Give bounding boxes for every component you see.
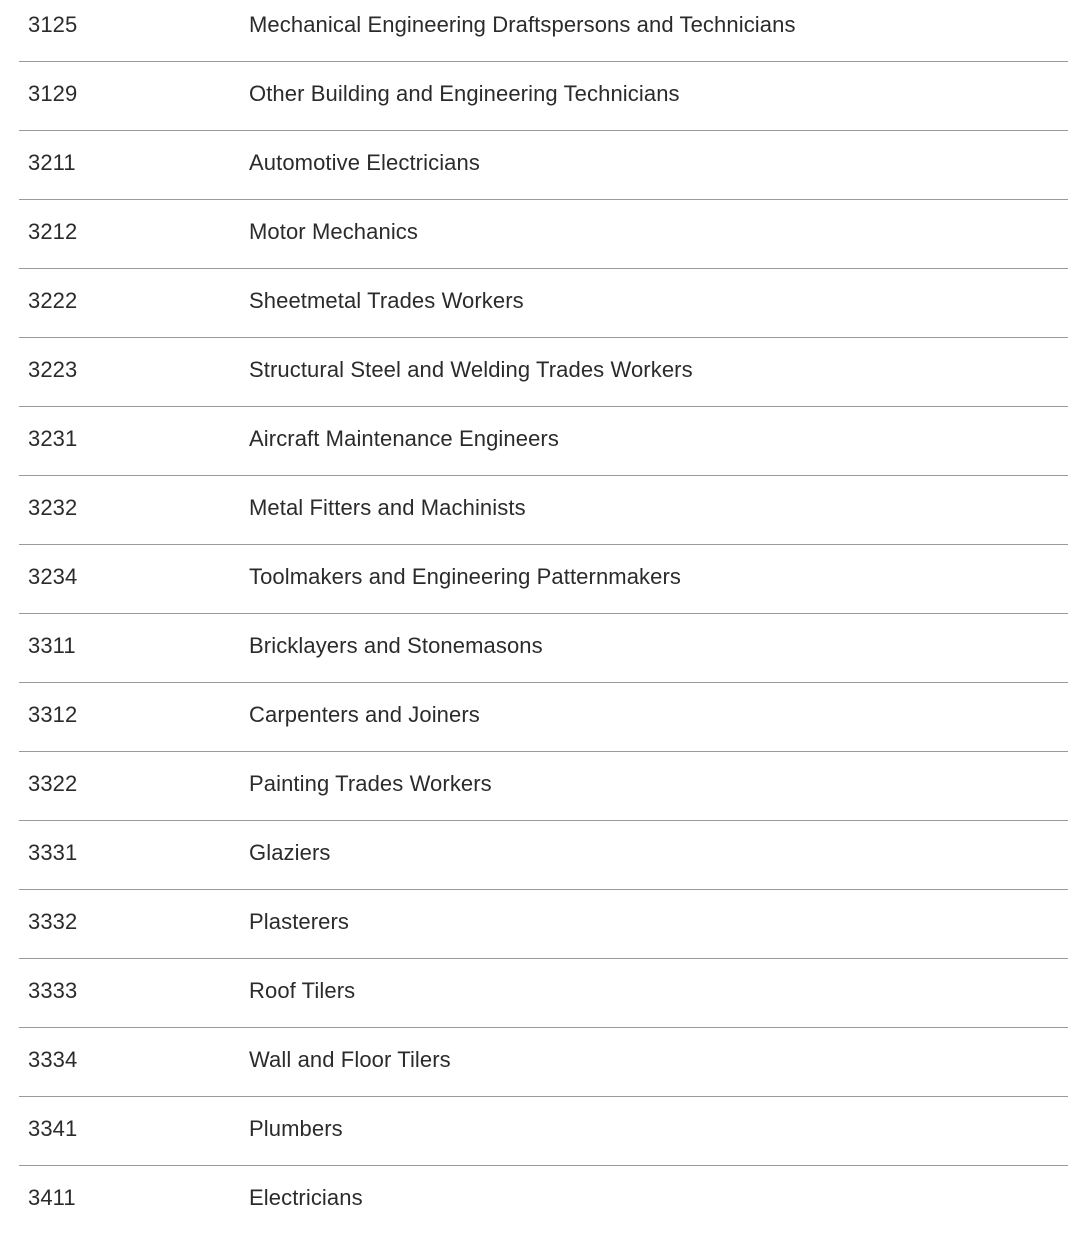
occupation-code-cell — [19, 821, 249, 890]
occupation-title: Glaziers — [249, 821, 1068, 865]
occupation-title-cell — [249, 476, 1068, 545]
occupation-table-body — [19, 0, 1068, 1234]
occupation-code-cell — [19, 959, 249, 1028]
occupation-title-cell — [249, 338, 1068, 407]
occupation-title: Automotive Electricians — [249, 131, 1068, 175]
occupation-title: Aircraft Maintenance Engineers — [249, 407, 1068, 451]
occupation-code-cell — [19, 890, 249, 959]
occupation-title: Toolmakers and Engineering Patternmakers — [249, 545, 1068, 589]
table-row — [19, 1028, 1068, 1097]
occupation-code-cell — [19, 1097, 249, 1166]
occupation-title-cell — [249, 1097, 1068, 1166]
occupation-code: 3341 — [28, 1097, 249, 1141]
occupation-code: 3334 — [28, 1028, 249, 1072]
occupation-code: 3223 — [28, 338, 249, 382]
occupation-title: Structural Steel and Welding Trades Workers — [249, 338, 1068, 382]
table-row — [19, 1166, 1068, 1234]
table-row — [19, 131, 1068, 200]
occupation-title-cell — [249, 0, 1068, 62]
occupation-code-cell — [19, 62, 249, 131]
occupation-title-cell — [249, 959, 1068, 1028]
table-row — [19, 407, 1068, 476]
occupation-code: 3232 — [28, 476, 249, 520]
occupation-title: Metal Fitters and Machinists — [249, 476, 1068, 520]
occupation-code-cell — [19, 200, 249, 269]
occupation-title: Roof Tilers — [249, 959, 1068, 1003]
occupation-code: 3231 — [28, 407, 249, 451]
occupation-code-cell — [19, 545, 249, 614]
occupation-title: Electricians — [249, 1166, 1068, 1210]
occupation-code: 3211 — [28, 131, 249, 175]
occupation-code: 3331 — [28, 821, 249, 865]
occupation-code-cell — [19, 0, 249, 62]
occupation-title: Plumbers — [249, 1097, 1068, 1141]
occupation-code-cell — [19, 338, 249, 407]
occupation-title: Wall and Floor Tilers — [249, 1028, 1068, 1072]
occupation-code: 3333 — [28, 959, 249, 1003]
table-row — [19, 200, 1068, 269]
occupation-code-cell — [19, 131, 249, 200]
occupation-title: Other Building and Engineering Technicians — [249, 62, 1068, 106]
table-row — [19, 338, 1068, 407]
table-row — [19, 614, 1068, 683]
occupation-code: 3322 — [28, 752, 249, 796]
table-row — [19, 821, 1068, 890]
occupation-code: 3125 — [28, 0, 249, 37]
table-row — [19, 476, 1068, 545]
occupation-title: Bricklayers and Stonemasons — [249, 614, 1068, 658]
occupation-code: 3312 — [28, 683, 249, 727]
occupation-code-cell — [19, 752, 249, 821]
occupation-title-cell — [249, 890, 1068, 959]
occupation-title-cell — [249, 200, 1068, 269]
occupation-code-cell — [19, 1028, 249, 1097]
table-row — [19, 752, 1068, 821]
occupation-table — [19, 0, 1068, 1234]
occupation-code: 3129 — [28, 62, 249, 106]
table-row — [19, 1097, 1068, 1166]
table-row — [19, 62, 1068, 131]
occupation-title: Painting Trades Workers — [249, 752, 1068, 796]
table-row — [19, 545, 1068, 614]
occupation-code-cell — [19, 269, 249, 338]
occupation-code-cell — [19, 407, 249, 476]
occupation-title-cell — [249, 614, 1068, 683]
occupation-title: Carpenters and Joiners — [249, 683, 1068, 727]
occupation-code: 3222 — [28, 269, 249, 313]
occupation-title: Mechanical Engineering Draftspersons and Technicians — [249, 0, 1068, 37]
occupation-title-cell — [249, 821, 1068, 890]
occupation-code-cell — [19, 1166, 249, 1234]
occupation-title-cell — [249, 752, 1068, 821]
occupation-title: Sheetmetal Trades Workers — [249, 269, 1068, 313]
occupation-code: 3411 — [28, 1166, 249, 1210]
occupation-title-cell — [249, 62, 1068, 131]
occupation-code-cell — [19, 683, 249, 752]
occupation-code: 3332 — [28, 890, 249, 934]
occupation-code-cell — [19, 614, 249, 683]
occupation-title: Plasterers — [249, 890, 1068, 934]
occupation-title-cell — [249, 1028, 1068, 1097]
table-row — [19, 269, 1068, 338]
occupation-code: 3311 — [28, 614, 249, 658]
table-row — [19, 959, 1068, 1028]
occupation-title-cell — [249, 407, 1068, 476]
occupation-title-cell — [249, 269, 1068, 338]
occupation-title-cell — [249, 683, 1068, 752]
occupation-code-cell — [19, 476, 249, 545]
occupation-code: 3212 — [28, 200, 249, 244]
table-row — [19, 0, 1068, 62]
occupation-title: Motor Mechanics — [249, 200, 1068, 244]
table-row — [19, 683, 1068, 752]
occupation-code: 3234 — [28, 545, 249, 589]
occupation-title-cell — [249, 1166, 1068, 1234]
table-row — [19, 890, 1068, 959]
occupation-title-cell — [249, 131, 1068, 200]
occupation-title-cell — [249, 545, 1068, 614]
